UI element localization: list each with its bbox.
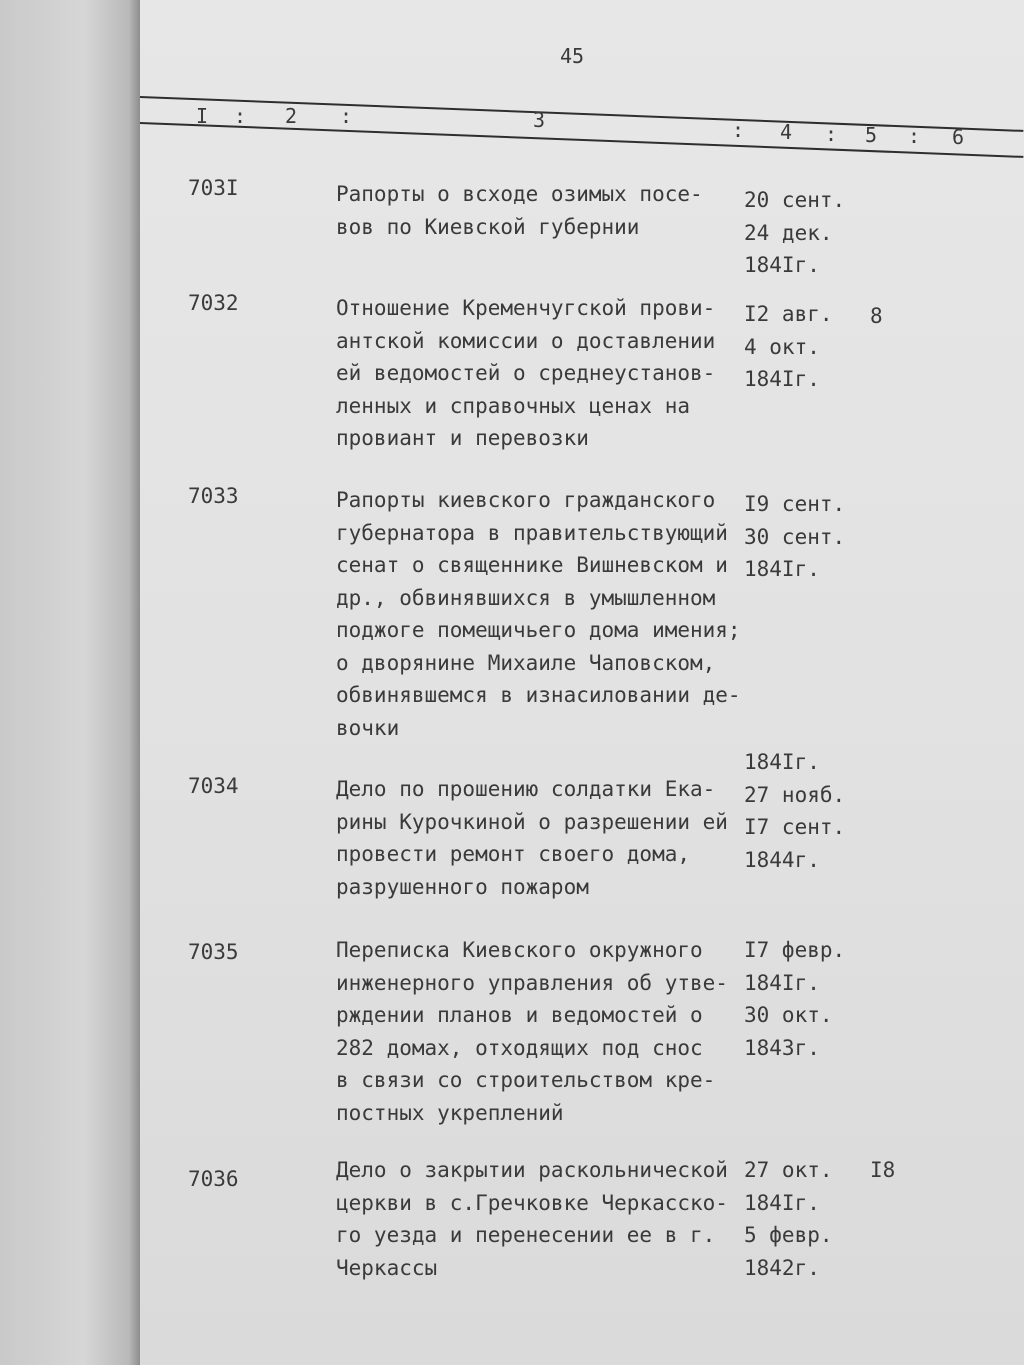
entry-number: 703I xyxy=(188,176,239,200)
document-page xyxy=(140,0,1024,1365)
entry-dates: I2 авг. 4 окт. 184Iг. xyxy=(744,302,833,391)
entry-number: 7034 xyxy=(188,774,239,798)
header-sep: : xyxy=(825,122,838,146)
entry-number: 7033 xyxy=(188,484,239,508)
header-col-3: 3 xyxy=(533,108,546,132)
header-col-4: 4 xyxy=(780,120,793,144)
header-sep: : xyxy=(340,104,353,128)
entry-dates: I9 сент. 30 сент. 184Iг. xyxy=(744,492,846,581)
header-sep: : xyxy=(732,118,745,142)
header-col-6: 6 xyxy=(952,125,965,149)
entry-description: Рапорты киевского гражданского губернатора в правительствующий сенат о священнике Вишневском и др., обвинявшихся в умышленном поджоге помещичьего дома имения; о дворянине Михаиле Чаповском, обвинявшемся в изнасиловании де- вочки xyxy=(336,488,741,740)
page-number: 45 xyxy=(560,44,585,68)
entry-description: Переписка Киевского окружного инженерного управления об утве- рждении планов и ведомостей о 282 домах, отходящих под снос в связи со строительством кре- постных укреплений xyxy=(336,938,728,1125)
entry-dates: 27 окт. 184Iг. 5 февр. 1842г. xyxy=(744,1158,833,1280)
header-bottom-rule xyxy=(140,122,1023,158)
entry-number: 7035 xyxy=(188,940,239,964)
entry-description: Дело по прошению солдатки Ека- рины Курочкиной о разрешении ей провести ремонт своего дома, разрушенного пожаром xyxy=(336,777,728,899)
entry-dates: I7 февр. 184Iг. 30 окт. 1843г. xyxy=(744,938,846,1060)
entry-number: 7032 xyxy=(188,291,239,315)
entry-dates: 20 сент. 24 дек. 184Iг. xyxy=(744,188,846,277)
entry-sheets: I8 xyxy=(870,1158,896,1182)
header-col-1: I xyxy=(196,104,209,128)
header-sep: : xyxy=(234,104,247,128)
left-page-edge xyxy=(0,0,140,1365)
header-col-5: 5 xyxy=(865,123,878,147)
entry-description: Рапорты о всходе озимых посе- вов по Киевской губернии xyxy=(336,182,703,239)
header-sep: : xyxy=(908,124,921,148)
entry-sheets: 8 xyxy=(870,304,883,328)
entry-number: 7036 xyxy=(188,1167,239,1191)
entry-description: Дело о закрытии раскольнической церкви в с.Гречковке Черкасско- го уезда и перенесении ее в г. Черкассы xyxy=(336,1158,728,1280)
entry-dates: 184Iг. 27 нояб. I7 сент. 1844г. xyxy=(744,750,846,872)
header-col-2: 2 xyxy=(285,104,298,128)
entry-description: Отношение Кременчугской прови- антской комиссии о доставлении ей ведомостей о среднеустанов- ленных и справочных ценах на провиант и перевозки xyxy=(336,296,716,450)
